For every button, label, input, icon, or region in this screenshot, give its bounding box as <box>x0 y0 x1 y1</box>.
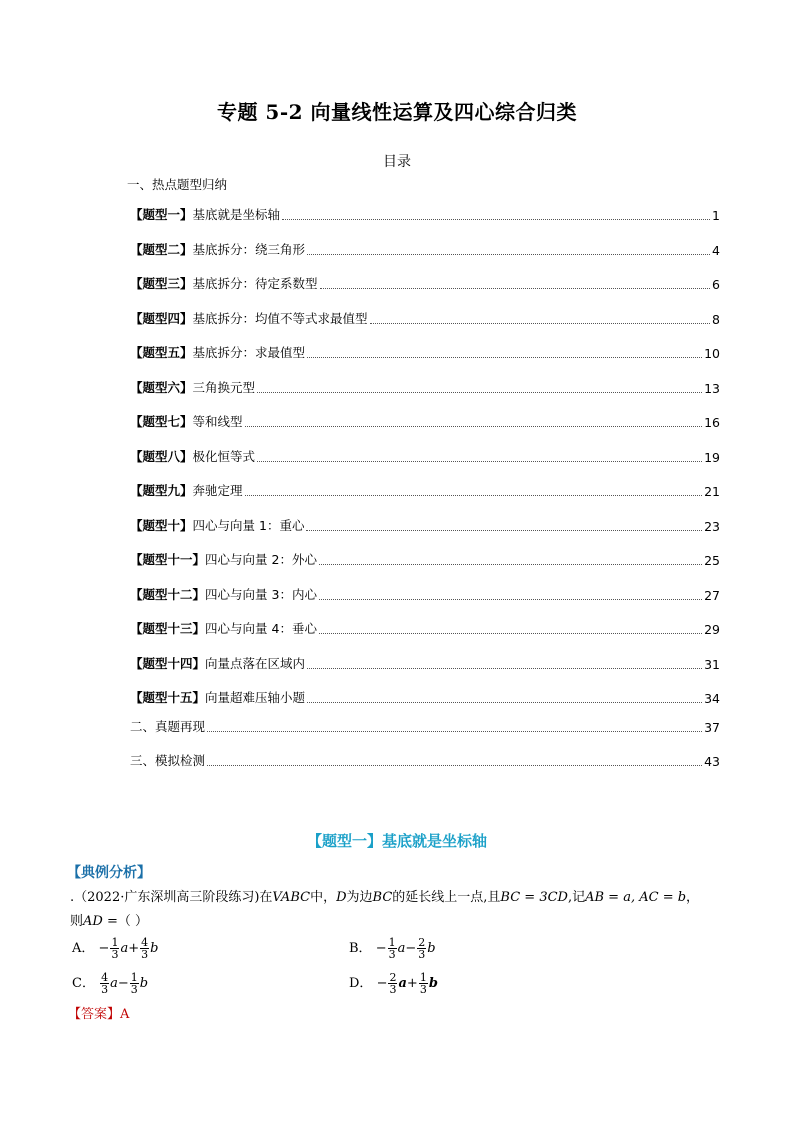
toc-entry-text: 四心与向量 3：内心 <box>205 587 317 602</box>
toc-entry-page: 1 <box>712 208 720 223</box>
question-text: 的延长线上一点,且 <box>392 890 501 905</box>
toc-entry-tag: 【题型二】 <box>130 242 193 257</box>
operator: + <box>128 941 140 956</box>
fraction <box>100 972 109 995</box>
denominator: 3 <box>101 983 109 996</box>
toc-leader-dots <box>257 392 702 393</box>
toc-entry-label <box>130 412 243 430</box>
toc-entry-text: 奔驰定理 <box>192 483 243 498</box>
toc-entry-label <box>130 205 280 223</box>
toc-entry-page: 8 <box>712 312 720 327</box>
toc-entry-text: 三角换元型 <box>192 380 256 395</box>
toc-entry-tag: 【题型九】 <box>130 483 193 498</box>
option-d[interactable] <box>349 972 438 995</box>
question-line-2 <box>70 910 148 929</box>
toc-entry[interactable] <box>130 380 720 396</box>
question-text: ， <box>686 890 700 905</box>
toc-entry-page: 4 <box>712 243 720 258</box>
toc-entry-tag: 【题型五】 <box>130 345 193 360</box>
vector-equation-2: AB = a, AC = b <box>585 890 687 905</box>
sign: − <box>375 941 387 956</box>
answer-line <box>68 1003 129 1022</box>
toc-entry-label <box>130 585 317 603</box>
toc-entry[interactable] <box>130 242 720 258</box>
fraction <box>419 972 428 995</box>
toc-leader-dots <box>307 357 702 358</box>
point-d: D <box>336 890 347 905</box>
option-label: A． <box>72 941 95 956</box>
toc-leader-dots <box>245 426 703 427</box>
toc-entry-label <box>130 309 368 327</box>
toc-entry-label <box>130 343 305 361</box>
toc-leader-dots <box>319 599 702 600</box>
toc-heading: 目录 <box>383 154 411 170</box>
toc-entry-text: 四心与向量 1：重心 <box>192 518 305 533</box>
toc-section-3[interactable] <box>130 753 720 769</box>
vector-ad: AD = <box>83 914 118 929</box>
operator: + <box>406 976 418 991</box>
toc-entry-label <box>130 516 304 534</box>
toc-entry-text: 基底就是坐标轴 <box>192 207 281 222</box>
toc-leader-dots <box>319 564 702 565</box>
toc-entry-label <box>130 378 255 396</box>
toc-entry-text: 基底拆分：待定系数型 <box>192 276 318 291</box>
toc-entry-text: 基底拆分：均值不等式求最值型 <box>192 311 368 326</box>
toc-leader-dots <box>319 633 702 634</box>
answer-blank: （ ） <box>117 914 148 929</box>
toc-entry[interactable] <box>130 449 720 465</box>
toc-leader-dots <box>370 323 711 324</box>
toc-entry-page: 31 <box>704 657 720 672</box>
fraction <box>130 972 139 995</box>
denominator: 3 <box>141 948 149 961</box>
toc-leader-dots <box>207 765 702 766</box>
toc-entry-tag: 【题型十一】 <box>130 552 206 567</box>
toc-section-3-page: 43 <box>704 754 720 769</box>
toc-leader-dots <box>245 495 703 496</box>
option-label: B． <box>349 941 372 956</box>
toc-entry-text: 等和线型 <box>192 414 243 429</box>
vector-b: b <box>427 941 436 956</box>
toc-leader-dots <box>306 530 702 531</box>
vector-a: a <box>110 976 118 991</box>
question-line-1 <box>70 886 699 905</box>
toc-entry-label <box>130 240 305 258</box>
toc-section-2[interactable] <box>130 719 720 735</box>
toc-entry-label <box>130 447 255 465</box>
fraction <box>388 937 397 960</box>
toc-entry[interactable] <box>130 345 720 361</box>
toc-entry-page: 13 <box>704 381 720 396</box>
denominator: 3 <box>419 983 427 996</box>
vector-b: b <box>428 976 438 991</box>
toc-leader-dots <box>320 288 711 289</box>
toc-entry-page: 19 <box>704 450 720 465</box>
toc-leader-dots <box>307 254 710 255</box>
toc-entry-page: 34 <box>704 691 720 706</box>
question-text: 则 <box>70 914 84 929</box>
vector-a: a <box>120 941 129 956</box>
toc-leader-dots <box>207 731 702 732</box>
toc-entry-tag: 【题型一】 <box>130 207 193 222</box>
numerator: 2 <box>418 936 426 949</box>
numerator: 1 <box>111 936 119 949</box>
question-text: 中， <box>310 890 337 905</box>
numerator: 4 <box>141 936 149 949</box>
toc-entry-label <box>130 619 317 637</box>
fraction <box>388 972 397 995</box>
numerator: 1 <box>130 971 138 984</box>
denominator: 3 <box>418 948 426 961</box>
toc-entry-label <box>130 688 305 706</box>
toc-entry-tag: 【题型十五】 <box>130 690 206 705</box>
numerator: 1 <box>388 936 396 949</box>
toc-entry[interactable] <box>130 414 720 430</box>
vector-a: a <box>398 976 407 991</box>
toc-entry[interactable] <box>130 690 720 706</box>
option-c[interactable] <box>72 972 148 995</box>
numerator: 4 <box>101 971 109 984</box>
toc-entry-tag: 【题型十】 <box>130 518 193 533</box>
toc-leader-dots <box>282 219 710 220</box>
toc-entry-label <box>130 274 318 292</box>
question-source: .（2022·广东深圳高三阶段练习)在 <box>70 890 273 905</box>
toc-section-3-label: 三、模拟检测 <box>130 753 206 768</box>
triangle-symbol: VABC <box>272 890 311 905</box>
question-text: 为边 <box>346 890 373 905</box>
denominator: 3 <box>388 948 396 961</box>
option-label: D． <box>349 976 373 991</box>
toc-entry-text: 四心与向量 2：外心 <box>205 552 317 567</box>
operator: − <box>405 941 417 956</box>
toc-section-2-label: 二、真题再现 <box>130 719 206 734</box>
denominator: 3 <box>389 983 397 996</box>
toc-entry-tag: 【题型十二】 <box>130 587 206 602</box>
toc-entry[interactable] <box>130 656 720 672</box>
fraction <box>140 937 149 960</box>
toc-leader-dots <box>307 668 702 669</box>
document-title: 专题 5-2 向量线性运算及四心综合归类 <box>216 100 578 124</box>
vector-b: b <box>150 941 159 956</box>
denominator: 3 <box>111 948 119 961</box>
toc-entry-page: 25 <box>704 553 720 568</box>
toc-entry[interactable] <box>130 483 720 499</box>
toc-entry-page: 29 <box>704 622 720 637</box>
toc-leader-dots <box>257 461 702 462</box>
toc-entry-tag: 【题型四】 <box>130 311 193 326</box>
toc-entry[interactable] <box>130 276 720 292</box>
fraction <box>417 937 426 960</box>
option-b[interactable] <box>349 937 436 960</box>
fraction <box>110 937 119 960</box>
toc-section-1: 一、热点题型归纳 <box>127 177 228 192</box>
operator: − <box>117 976 129 991</box>
segment-bc: BC <box>372 890 393 905</box>
toc-entry[interactable] <box>130 621 720 637</box>
toc-entry-label <box>130 654 305 672</box>
sign: − <box>98 941 110 956</box>
type-heading: 【题型一】基底就是坐标轴 <box>306 832 487 850</box>
answer-value: A <box>120 1007 130 1022</box>
toc-entry-text: 基底拆分：求最值型 <box>192 345 306 360</box>
toc-entry[interactable] <box>130 207 720 223</box>
toc-entry-tag: 【题型三】 <box>130 276 193 291</box>
vector-a: a <box>397 941 406 956</box>
toc-entry-page: 10 <box>704 346 720 361</box>
toc-entry-tag: 【题型十三】 <box>130 621 206 636</box>
toc-entry-page: 6 <box>712 277 720 292</box>
toc-entry-page: 21 <box>704 484 720 499</box>
toc-entry-tag: 【题型七】 <box>130 414 193 429</box>
toc-entry-text: 四心与向量 4：垂心 <box>205 621 317 636</box>
toc-entry[interactable] <box>130 587 720 603</box>
vector-equation-1: BC = 3CD <box>500 890 568 905</box>
toc-entry-label <box>130 481 243 499</box>
option-a[interactable] <box>72 937 158 960</box>
numerator: 2 <box>389 971 397 984</box>
numerator: 1 <box>419 971 427 984</box>
toc-entry[interactable] <box>130 552 720 568</box>
answer-label: 【答案】 <box>68 1007 121 1022</box>
toc-entry[interactable] <box>130 518 720 534</box>
toc-entry-text: 极化恒等式 <box>192 449 256 464</box>
toc-entry-tag: 【题型六】 <box>130 380 193 395</box>
toc-entry[interactable] <box>130 311 720 327</box>
example-label: 【典例分析】 <box>67 865 151 881</box>
toc-entry-page: 27 <box>704 588 720 603</box>
toc-leader-dots <box>307 702 702 703</box>
sign: − <box>376 976 388 991</box>
toc-entry-text: 向量点落在区域内 <box>205 656 306 671</box>
question-text: ,记 <box>567 890 586 905</box>
toc-entry-tag: 【题型十四】 <box>130 656 206 671</box>
vector-b: b <box>139 976 149 991</box>
toc-entry-label <box>130 550 317 568</box>
option-label: C． <box>72 976 95 991</box>
toc-entry-page: 16 <box>704 415 720 430</box>
toc-entry-text: 向量超难压轴小题 <box>205 690 306 705</box>
toc-entry-tag: 【题型八】 <box>130 449 193 464</box>
toc-section-2-page: 37 <box>704 720 720 735</box>
toc-entry-page: 23 <box>704 519 720 534</box>
toc-entry-text: 基底拆分：绕三角形 <box>192 242 306 257</box>
denominator: 3 <box>130 983 138 996</box>
